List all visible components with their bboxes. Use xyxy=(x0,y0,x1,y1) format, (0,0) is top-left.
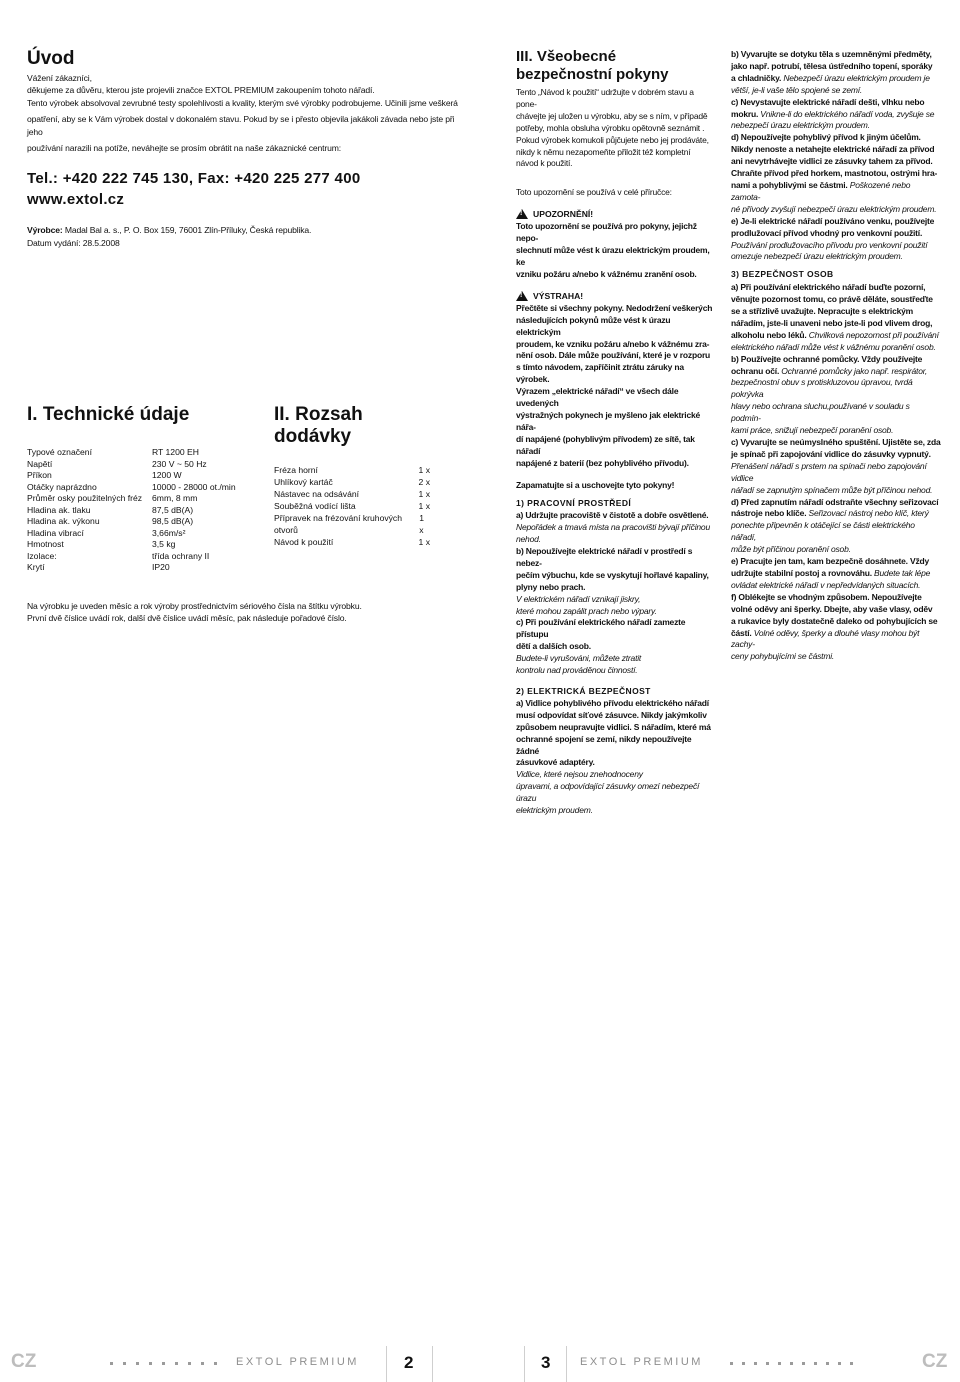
footer-dot xyxy=(730,1362,733,1365)
text-line: a rukavice byly dostatečně daleko od pohybujících se xyxy=(731,615,938,626)
s1c xyxy=(516,617,716,677)
s2a xyxy=(516,698,716,817)
symbol-intro: Toto upozornění se používá v celé příručce: xyxy=(516,187,672,198)
text-line: mokru. Vnikne-li do elektrického nářadí voda, zvyšuje se xyxy=(731,108,935,119)
footer-dot xyxy=(790,1362,793,1365)
text-line: výstražných pokynech je myšleno jak elektrické nářa- xyxy=(516,409,701,432)
uvod-text-4: používání narazili na potíže, neváhejte se prosím obrátit na naše zákaznické centrum: xyxy=(27,143,341,154)
s1b xyxy=(516,546,716,617)
text-line: b) Vyvarujte se dotyku těla s uzemněnými předměty, xyxy=(731,49,932,59)
text-line: d) Před zapnutím nářadí odstraňte všechny seřizovací xyxy=(731,496,939,507)
text-line: volné oděvy ani šperky. Dbejte, aby vaše vlasy, oděv xyxy=(731,603,933,614)
tech-table xyxy=(27,447,267,574)
uvod-text-3: opatření, aby se k Vám výrobek dostal v dokonalém stavu. Pokud by se i přesto objevila jakákoli závada nebo jste při jeho xyxy=(27,114,455,137)
text-line: kontrolu nad prováděnou činností. xyxy=(516,665,638,676)
text-line: ochranu očí. Ochranné pomůcky jako např. respirátor, xyxy=(731,365,928,376)
rozsah-item-qty: 1 x xyxy=(418,501,430,511)
text-line: Pokud výrobek komukoli půjčujete nebo jej prodáváte, xyxy=(516,134,709,145)
divider-center-2 xyxy=(524,1346,525,1382)
text-line: Přenášení nářadí s prstem na spínači nebo zapojování vidlice xyxy=(731,460,927,483)
text-line: Přečtěte si všechny pokyny. Nedodržení veškerých xyxy=(516,302,713,313)
text-line: ochranné spojení se zemí, nikdy nepoužívejte žádné xyxy=(516,733,692,756)
contact-web: www.extol.cz xyxy=(27,191,125,209)
text-line: jako např. potrubí, tělesa ústředního topení, sporáky xyxy=(731,60,933,71)
divider-right xyxy=(566,1346,567,1382)
text-line: elektrickým proudem. xyxy=(516,805,593,816)
text-line: Výrazem „elektrické nářadí“ ve všech dále uvedených xyxy=(516,386,679,409)
text-line: b) Nepoužívejte elektrické nářadí v prostředí s nebez- xyxy=(516,546,693,568)
text-line: následujících pokynů může vést k úrazu elektrickým xyxy=(516,314,671,337)
text-line: bezpečnostní obuv s protiskluzovou úpravou, tvrdá pokrývka xyxy=(731,377,913,400)
s1a: a) Udržujte pracoviště v čistotě a dobře osvětlené. xyxy=(516,510,709,521)
uvod-greeting: Vážení zákazníci, xyxy=(27,73,92,83)
footer-dot xyxy=(188,1362,191,1365)
tech-key: Hladina ak. výkonu xyxy=(27,516,100,526)
tech-row xyxy=(27,562,267,574)
tech-row xyxy=(27,528,267,540)
text-line: omezuje nebezpečí úrazu elektrickým proudem. xyxy=(731,251,903,262)
text-line: elektrického nářadí může vést k vážnému poranění osob. xyxy=(731,341,936,352)
tech-key: Krytí xyxy=(27,562,45,572)
tech-title: I. Technické údaje xyxy=(27,404,190,425)
rozsah-item-qty: 2 x xyxy=(418,477,430,487)
text-line: napájené z baterií (bez pohyblivého přívodu). xyxy=(516,457,689,468)
footer-dot xyxy=(850,1362,853,1365)
text-line: c) Vyvarujte se neúmyslného spuštění. Ujistěte se, zda xyxy=(731,437,941,447)
text-line: dí napájené (pohyblivým přívodem) ze sítě, tak nářadí xyxy=(516,433,695,456)
rozsah-list xyxy=(274,464,434,548)
tech-value: IP20 xyxy=(152,562,170,572)
tech-row xyxy=(27,539,267,551)
tech-key: Napětí xyxy=(27,458,53,469)
serial-note-2: První dvě číslice uvádí rok, další dvě číslice uvádí měsíc, pak následuje pořadové číslo. xyxy=(27,613,347,624)
rozsah-item-qty: 1 x xyxy=(419,513,424,535)
rozsah-item xyxy=(274,536,430,548)
tech-row xyxy=(27,447,267,459)
rozsah-item-name: Souběžná vodící lišta xyxy=(274,501,356,511)
tech-key: Izolace: xyxy=(27,550,57,561)
uschovejte: Zapamatujte si a uschovejte tyto pokyny! xyxy=(516,480,675,491)
footer-dot xyxy=(149,1362,152,1365)
text-line: s tímto návodem, zapříčinit ztrátu záruky na výrobek. xyxy=(516,362,684,385)
text-line: plyny nebo prach. xyxy=(516,581,586,592)
manufacturer xyxy=(27,224,467,236)
text-line: způsobem neupravujte vidlici. S nářadím, které má xyxy=(516,721,711,732)
text-line: né přívody zvyšují nebezpečí úrazu elektrickým proudem. xyxy=(731,203,937,214)
tech-row xyxy=(27,516,267,528)
tech-value: RT 1200 EH xyxy=(152,447,199,457)
text-line: Tento „Návod k použití“ udržujte v dobrém stavu a pone- xyxy=(516,87,694,109)
tech-row xyxy=(27,505,267,517)
uvod-title: Úvod xyxy=(27,48,75,69)
tech-row xyxy=(27,459,267,471)
text-line: částí. Volné oděvy, šperky a dlouhé vlasy mohou být zachy- xyxy=(731,627,920,650)
vystraha-label: VÝSTRAHA! xyxy=(533,290,584,301)
footer-dot xyxy=(201,1362,204,1365)
rozsah-item xyxy=(274,500,430,512)
uvod-section xyxy=(27,48,467,249)
tech-value: 6mm, 8 mm xyxy=(152,493,198,503)
text-line: 3) BEZPEČNOST OSOB xyxy=(731,269,834,280)
rozsah-item-name: Fréza horní xyxy=(274,465,318,475)
tech-key: Hladina vibrací xyxy=(27,527,84,538)
safety-intro xyxy=(516,87,716,170)
tech-value: 10000 - 28000 ot./min xyxy=(152,481,236,492)
text-line: které mohou zapálit prach nebo výpary. xyxy=(516,605,657,616)
text-line: e) Je-li elektrické nářadí používáno venku, používejte xyxy=(731,215,935,226)
text-line: a) Při používání elektrického nářadí buďte pozorní, xyxy=(731,282,926,293)
tech-key: Typové označení xyxy=(27,447,92,457)
text-line: ceny pohybujícími se částmi. xyxy=(731,651,835,662)
text-line: b) Používejte ochranné pomůcky. Vždy používejte xyxy=(731,353,923,364)
text-line: ovládat elektrické nářadí v nepředvídaných situacích. xyxy=(731,579,921,590)
tech-key: Otáčky naprázdno xyxy=(27,481,97,492)
upozorneni-label: UPOZORNĚNÍ! xyxy=(533,209,594,220)
text-line: návod k použití. xyxy=(516,158,573,169)
footer-dot xyxy=(814,1362,817,1365)
tech-value: 98,5 dB(A) xyxy=(152,516,194,526)
manufacturer-value: Madal Bal a. s., P. O. Box 159, 76001 Zlín-Příluky, Česká republika. xyxy=(64,225,312,236)
footer-dot xyxy=(742,1362,745,1365)
tech-section xyxy=(27,404,267,574)
tech-row xyxy=(27,482,267,494)
safety-title-1: III. Všeobecné xyxy=(516,48,617,65)
text-line: kami práce, snižují nebezpečí poranění osob. xyxy=(731,425,894,436)
text-line: Budete-li vyrušováni, můžete ztratit xyxy=(516,653,642,664)
text-line: se a střízlivě uvažujte. Nepracujte s elektrickým xyxy=(731,306,914,317)
text-line: větší, je-li vaše tělo spojené se zemí. xyxy=(731,84,863,95)
rozsah-item xyxy=(274,488,430,500)
text-line: je spínač při zapojování vidlice do zásuvky vypnutý. xyxy=(731,448,931,459)
rozsah-item-qty: 1 x xyxy=(418,537,430,547)
tech-value: 3,66m/s² xyxy=(152,527,186,538)
rozsah-item-qty: 1 x xyxy=(418,489,430,499)
text-line: e) Pracujte jen tam, kam bezpečně dosáhnete. Vždy xyxy=(731,556,930,567)
brand-right: EXTOL PREMIUM xyxy=(580,1356,703,1368)
tech-value: třída ochrany II xyxy=(152,550,210,561)
rozsah-item xyxy=(274,476,430,488)
text-line: Vidlice, které nejsou znehodnoceny xyxy=(516,769,643,780)
tech-value: 230 V ~ 50 Hz xyxy=(152,458,207,469)
tech-value: 1200 W xyxy=(152,470,182,480)
footer-dot xyxy=(766,1362,769,1365)
text-line: ponechte připevněn k otáčející se části elektrického nářadí, xyxy=(731,520,915,543)
text-line: nebezpečí úrazu elektrickým proudem. xyxy=(731,120,870,131)
text-line: musí odpovídat síťové zásuvce. Nikdy jakýmkoliv xyxy=(516,709,707,720)
upozorneni-header xyxy=(516,209,716,219)
text-line: Nikdy nenoste a netahejte elektrické nářadí za přívod xyxy=(731,144,935,155)
text-line: potřeby, mohla obsluha výrobku opětovně seznámit . xyxy=(516,122,705,133)
tech-value: 3,5 kg xyxy=(152,539,176,549)
rozsah-item-name: Návod k použití xyxy=(274,537,334,547)
footer-dot xyxy=(778,1362,781,1365)
text-line: Chraňte přívod před horkem, mastnotou, ostrými hra- xyxy=(731,168,938,179)
s1a-italic: Nepořádek a tmavá místa na pracovišti bývají příčinou nehod. xyxy=(516,522,710,545)
text-line: nami a pohyblivými se částmi. Poškozené nebo zamota- xyxy=(731,179,911,202)
uvod-text-2: Tento výrobek absolvoval zevrubné testy spolehlivosti a kvality, kterým své výrobky podrobujeme. Učinili jsme veškerá xyxy=(27,97,458,108)
footer-dot xyxy=(110,1362,113,1365)
footer-dot xyxy=(136,1362,139,1365)
text-line: nářadím, jste-li unaveni nebo jste-li pod vlivem drog, xyxy=(731,317,933,328)
uvod-text-1: děkujeme za důvěru, kterou jste projevili značce EXTOL PREMIUM zakoupením tohoto nářadí. xyxy=(27,85,375,96)
page-number-left: 2 xyxy=(404,1353,414,1372)
text-line: nikdy k němu nezapomeňte přiložit též kompletní xyxy=(516,146,691,157)
lang-code-right: CZ xyxy=(922,1351,948,1372)
manufacturer-label: Výrobce: xyxy=(27,225,63,236)
text-line: úpravami, a odpovídající zásuvky omezí nebezpečí úrazu xyxy=(516,781,700,804)
text-line: Toto upozornění se používá pro pokyny, jejichž nepo- xyxy=(516,221,697,244)
text-line: nění osob. Dále může používání, které je v rozporu xyxy=(516,350,711,361)
lang-code-left: CZ xyxy=(11,1351,37,1372)
text-line: nástroje nebo klíče. Seřizovací nástroj nebo klíč, který xyxy=(731,508,929,519)
text-line: f) Oblékejte se vhodným způsobem. Nepoužívejte xyxy=(731,591,922,602)
text-line: vzniku požáru a/nebo k vážnému zranění osob. xyxy=(516,268,697,279)
footer-dot xyxy=(214,1362,217,1365)
right-column xyxy=(731,49,941,663)
tech-row xyxy=(27,470,267,482)
tech-key: Příkon xyxy=(27,470,52,480)
footer-dot xyxy=(802,1362,805,1365)
text-line: zásuvkové adaptéry. xyxy=(516,757,595,768)
rozsah-item-name: Přípravek na frézování kruhových otvorů xyxy=(274,513,403,535)
text-line: dětí a dalších osob. xyxy=(516,641,591,652)
text-line: ani nevytrhávejte vidlici ze zásuvky tahem za přívod. xyxy=(731,156,933,167)
contact-phone: Tel.: +420 222 745 130, Fax: +420 225 277 400 xyxy=(27,170,361,188)
issue-date: Datum vydání: 28.5.2008 xyxy=(27,237,120,248)
rozsah-item xyxy=(274,512,430,536)
text-line: c) Nevystavujte elektrické nářadí dešti, vlhku nebo xyxy=(731,96,925,107)
text-line: nářadí se zapnutým spínačem může být příčinou nehod. xyxy=(731,484,933,495)
footer-dot xyxy=(754,1362,757,1365)
text-line: chávejte jej uložen u výrobku, aby se s ním, v případě xyxy=(516,110,708,121)
text-line: pečím výbuchu, kde se vyskytují hořlavé kapaliny, xyxy=(516,569,709,580)
text-line: c) Při používání elektrického nářadí zamezte přístupu xyxy=(516,617,686,640)
rozsah-title: II. Rozsah dodávky xyxy=(274,404,363,447)
divider-left xyxy=(386,1346,387,1382)
text-line: může být příčinou poranění osob. xyxy=(731,544,851,555)
vystraha-text xyxy=(516,303,716,470)
upozorneni-text xyxy=(516,221,716,281)
text-line: a) Vidlice pohyblivého přívodu elektrického nářadí xyxy=(516,697,709,708)
tech-value: 87,5 dB(A) xyxy=(152,504,194,515)
section-1-title: 1) PRACOVNÍ PROSTŘEDÍ xyxy=(516,498,632,509)
text-line: a chladničky. Nebezpečí úrazu elektrickým proudem je xyxy=(731,72,930,83)
tech-key: Průměr osky použitelných fréz xyxy=(27,493,143,503)
footer-dot xyxy=(123,1362,126,1365)
text-line: Používání prodlužovacího přívodu pro venkovní použití xyxy=(731,239,928,250)
text-line: V elektrickém nářadí vznikají jiskry, xyxy=(516,593,641,604)
rozsah-item-name: Uhlíkový kartáč xyxy=(274,477,333,487)
text-line: věnujte pozornost tomu, co právě děláte, soustřeďte xyxy=(731,294,933,305)
warning-triangle-icon xyxy=(516,291,528,301)
brand-left: EXTOL PREMIUM xyxy=(236,1356,359,1368)
text-line: slechnutí může vést k úrazu elektrickým proudem, ke xyxy=(516,245,710,267)
warning-triangle-icon xyxy=(516,209,528,219)
rozsah-item xyxy=(274,464,430,476)
text-line: hlavy nebo ochrana sluchu,používané v souladu s podmín- xyxy=(731,401,910,424)
text-line: prodlužovací přívod vhodný pro venkovní použití. xyxy=(731,227,923,238)
dots-right xyxy=(590,1362,850,1366)
rozsah-section xyxy=(274,404,434,548)
divider-center xyxy=(432,1346,433,1382)
rozsah-item-qty: 1 x xyxy=(418,465,430,475)
text-line: d) Nepoužívejte pohyblivý přívod k jiným účelům. xyxy=(731,132,921,143)
text-line: udržujte stabilní postoj a rovnováhu. Budete tak lépe xyxy=(731,567,931,578)
tech-row xyxy=(27,551,267,563)
footer-dot xyxy=(838,1362,841,1365)
text-line: alkoholu nebo léků. Chvilková nepozornost při používání xyxy=(731,329,939,340)
safety-title-2: bezpečnostní pokyny xyxy=(516,66,669,83)
footer-dot xyxy=(826,1362,829,1365)
tech-key: Hmotnost xyxy=(27,539,64,549)
rozsah-item-name: Nástavec na odsávání xyxy=(274,489,360,499)
text-line: proudem, ke vzniku požáru a/nebo k vážnému zra- xyxy=(516,338,710,349)
vystraha-header xyxy=(516,291,716,301)
section-2-title: 2) ELEKTRICKÁ BEZPEČNOST xyxy=(516,685,651,696)
serial-note xyxy=(27,600,487,625)
footer-dot xyxy=(162,1362,165,1365)
tech-row xyxy=(27,493,267,505)
footer-dot xyxy=(175,1362,178,1365)
tech-key: Hladina ak. tlaku xyxy=(27,504,91,515)
serial-note-1: Na výrobku je uveden měsíc a rok výroby prostřednictvím sériového čísla na štítku výrobku. xyxy=(27,601,362,611)
page-number-right: 3 xyxy=(541,1353,551,1372)
